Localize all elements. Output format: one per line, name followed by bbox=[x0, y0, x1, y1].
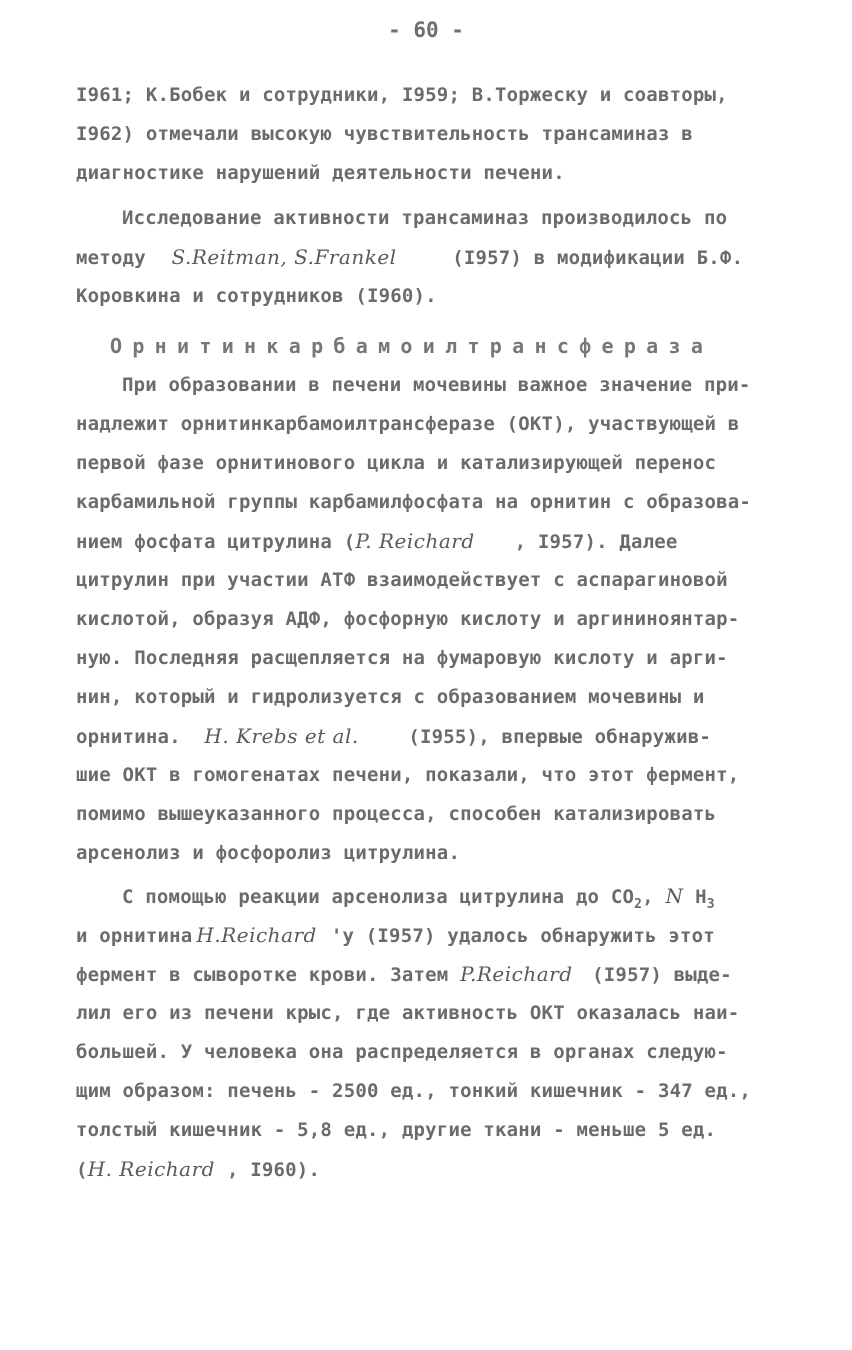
text-span: С помощью реакции арсенолиза цитрулина до CO bbox=[122, 886, 635, 908]
page-number: - 60 - bbox=[388, 18, 464, 42]
text-line: диагностике нарушений деятельности печени. bbox=[76, 162, 565, 184]
text-span: (I955), впервые обнаружив- bbox=[408, 726, 711, 748]
text-line: Исследование активности трансаминаз производилось по bbox=[122, 207, 728, 229]
text-line bbox=[76, 717, 786, 756]
text-span: (I957) в модификации Б.Ф. bbox=[452, 247, 744, 269]
text-span: , I960). bbox=[226, 1159, 321, 1181]
text-line bbox=[76, 916, 786, 955]
text-line: большей. У человека она распределяется в органах следую- bbox=[76, 1041, 728, 1063]
text-span: (I957) выде- bbox=[592, 964, 732, 986]
text-line: ную. Последняя расщепляется на фумаровую кислоту и арги- bbox=[76, 647, 728, 669]
handwritten-citation: P. Reichard bbox=[355, 529, 475, 553]
text-span: ( bbox=[76, 1159, 88, 1181]
handwritten-citation: H. Krebs et al. bbox=[204, 724, 359, 748]
handwritten-citation: P.Reichard bbox=[460, 962, 573, 986]
paragraph-reichard bbox=[76, 877, 786, 1189]
text-line: цитрулин при участии АТФ взаимодействует с аспарагиновой bbox=[76, 569, 728, 591]
text-line: Коровкина и сотрудников (I960). bbox=[76, 285, 437, 307]
text-line bbox=[76, 522, 786, 561]
text-span: , I957). Далее bbox=[514, 531, 678, 553]
text-line: помимо вышеуказанного процесса, способен катализировать bbox=[76, 803, 717, 825]
paragraph-continuation bbox=[76, 76, 786, 193]
text-span: нием фосфата цитрулина ( bbox=[76, 531, 356, 553]
text-span: 'у (I957) удалось обнаружить этот bbox=[330, 925, 715, 947]
text-line: арсенолиз и фосфоролиз цитрулина. bbox=[76, 842, 461, 864]
text-span: , bbox=[642, 886, 666, 908]
text-line: первой фазе орнитинового цикла и катализирующей перенос bbox=[76, 452, 717, 474]
text-line bbox=[76, 1150, 786, 1189]
text-line: При образовании в печени мочевины важное значение при- bbox=[122, 374, 751, 396]
text-span: H bbox=[683, 886, 707, 908]
page-body bbox=[76, 76, 786, 1189]
paragraph-method bbox=[76, 199, 786, 316]
text-span: методу bbox=[76, 247, 146, 269]
text-line bbox=[76, 955, 786, 994]
text-line bbox=[76, 877, 786, 916]
text-span: орнитина. bbox=[76, 726, 181, 748]
text-line: надлежит орнитинкарбамоилтрансферазе (ОКТ), участвующей в bbox=[76, 413, 740, 435]
text-line: нин, который и гидролизуется с образованием мочевины и bbox=[76, 686, 705, 708]
text-line: щим образом: печень - 2500 ед., тонкий кишечник - 347 ед., bbox=[76, 1080, 752, 1102]
handwritten-symbol: N bbox=[665, 884, 684, 908]
text-line: карбамильной группы карбамилфосфата на орнитин с образова- bbox=[76, 491, 752, 513]
text-span: фермент в сыворотке крови. Затем bbox=[76, 964, 449, 986]
text-line: шие ОКТ в гомогенатах печени, показали, что этот фермент, bbox=[76, 764, 740, 786]
text-line: лил его из печени крыс, где активность ОКТ оказалась наи- bbox=[76, 1002, 740, 1024]
handwritten-citation: H. Reichard bbox=[87, 1157, 215, 1181]
text-line: кислотой, образуя АДФ, фосфорную кислоту и аргининоянтар- bbox=[76, 608, 740, 630]
handwritten-citation: S.Reitman, S.Frankel bbox=[171, 245, 397, 269]
text-line: толстый кишечник - 5,8 ед., другие ткани - меньше 5 ед. bbox=[76, 1119, 717, 1141]
handwritten-citation: H.Reichard bbox=[196, 923, 317, 947]
text-line: I961; К.Бобек и сотрудники, I959; В.Торжеску и соавторы, bbox=[76, 84, 728, 106]
text-line bbox=[76, 238, 786, 277]
text-line: I962) отмечали высокую чувствительность трансаминаз в bbox=[76, 123, 693, 145]
subscript: 2 bbox=[634, 897, 643, 912]
section-heading: Орнитинкарбамоилтрансфераза bbox=[110, 334, 714, 358]
paragraph-okt bbox=[76, 366, 786, 873]
text-span: и орнитина bbox=[76, 925, 193, 947]
subscript: 3 bbox=[706, 897, 715, 912]
